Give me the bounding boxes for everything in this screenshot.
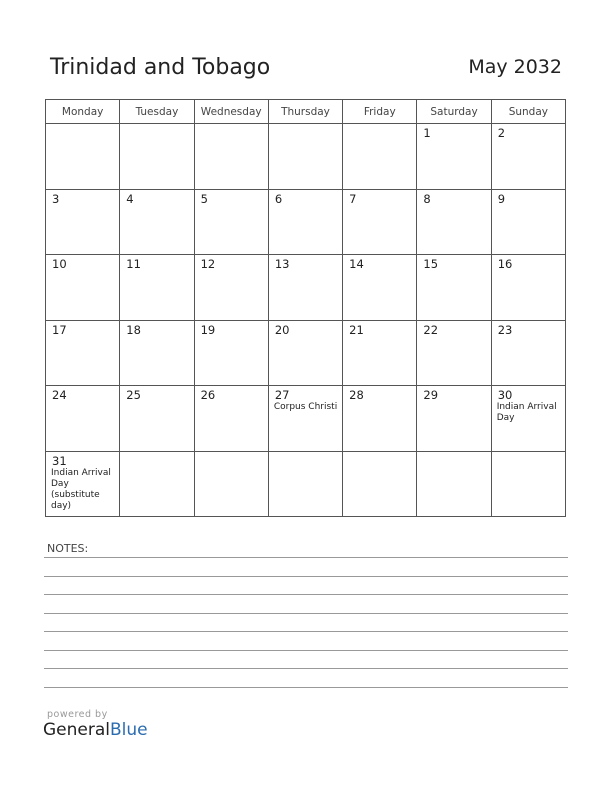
day-cell (417, 255, 491, 321)
day-number: 26 (200, 388, 216, 402)
brand-blue: Blue (110, 720, 148, 740)
day-cell (343, 320, 417, 386)
day-number: 25 (126, 388, 141, 402)
day-number: 23 (497, 322, 513, 337)
day-cell (491, 124, 565, 190)
day-cell (491, 386, 565, 452)
day-cell (194, 451, 268, 517)
day-number: 3 (52, 191, 60, 206)
day-number: 18 (126, 322, 141, 337)
day-cell (120, 189, 194, 255)
day-number: 15 (423, 257, 439, 271)
day-number: 4 (126, 191, 134, 206)
powered-by-label: powered by (47, 709, 108, 720)
weekday-header-row (46, 100, 566, 124)
day-cell (268, 320, 342, 386)
day-number (492, 452, 565, 454)
day-number: 9 (497, 191, 506, 206)
notes-line (44, 650, 568, 651)
day-cell (417, 189, 491, 255)
notes-line (44, 576, 568, 577)
day-number: 31 (52, 453, 67, 468)
day-cell (343, 124, 417, 190)
month-year-label: May 2032 (468, 56, 562, 78)
weekday-wednesday: Wednesday (194, 100, 268, 124)
day-number: 6 (274, 191, 283, 206)
day-cell (46, 451, 120, 517)
day-cell (343, 386, 417, 452)
day-number: 8 (423, 191, 431, 206)
day-cell (194, 320, 268, 386)
day-cell (268, 386, 342, 452)
day-number: 28 (349, 388, 364, 402)
day-cell (120, 255, 194, 321)
day-number: 24 (52, 388, 67, 402)
day-cell (120, 124, 194, 190)
day-cell (343, 451, 417, 517)
day-number: 17 (52, 322, 67, 337)
day-number: 21 (349, 322, 364, 337)
week-row (46, 320, 566, 386)
holiday-label: Indian Arrival Day (496, 402, 557, 423)
day-cell (120, 320, 194, 386)
day-cell (194, 255, 268, 321)
day-number: 10 (52, 257, 67, 271)
holiday-label: Indian Arrival Day (substitute day) (51, 467, 111, 511)
day-number (195, 124, 268, 126)
notes-line (44, 594, 568, 595)
day-cell (268, 124, 342, 190)
notes-line (44, 557, 568, 558)
day-number: 22 (423, 322, 439, 337)
notes-line (44, 631, 568, 632)
day-number: 13 (274, 257, 290, 271)
day-number (120, 452, 193, 454)
day-cell (491, 451, 565, 517)
day-number: 14 (349, 257, 364, 271)
day-cell (46, 189, 120, 255)
day-number (269, 124, 342, 126)
day-cell (46, 320, 120, 386)
day-number: 27 (274, 388, 290, 402)
holiday-label: Corpus Christi (273, 402, 338, 412)
day-number: 12 (200, 257, 216, 271)
day-cell (417, 320, 491, 386)
day-cell (268, 451, 342, 517)
week-row (46, 386, 566, 452)
day-cell (194, 189, 268, 255)
notes-label: NOTES: (47, 542, 89, 555)
calendar-title: Trinidad and Tobago (50, 55, 271, 80)
weekday-tuesday: Tuesday (120, 100, 194, 124)
day-cell (120, 451, 194, 517)
calendar-grid (45, 99, 566, 517)
weekday-saturday: Saturday (417, 100, 491, 124)
calendar-body (46, 124, 566, 517)
week-row (46, 255, 566, 321)
day-cell (491, 320, 565, 386)
week-row (46, 451, 566, 517)
day-cell (417, 451, 491, 517)
day-number: 5 (200, 191, 208, 206)
day-cell (46, 386, 120, 452)
day-number (120, 124, 193, 126)
day-number (343, 124, 416, 126)
weekday-sunday: Sunday (491, 100, 565, 124)
brand-general: General (43, 720, 110, 740)
day-number: 19 (200, 322, 216, 337)
day-cell (268, 189, 342, 255)
day-cell (417, 124, 491, 190)
day-cell (343, 255, 417, 321)
notes-line (44, 687, 568, 688)
day-number: 29 (423, 388, 439, 402)
day-cell (46, 255, 120, 321)
day-number: 11 (126, 257, 141, 271)
day-cell (46, 124, 120, 190)
day-number (343, 452, 416, 454)
day-number: 1 (423, 126, 431, 140)
day-cell (268, 255, 342, 321)
day-number: 7 (349, 191, 357, 206)
notes-line (44, 613, 568, 614)
day-cell (417, 386, 491, 452)
day-number (269, 452, 342, 454)
day-cell (343, 189, 417, 255)
day-number (195, 452, 268, 454)
week-row (46, 124, 566, 190)
weekday-monday: Monday (46, 100, 120, 124)
day-number (417, 452, 490, 454)
day-cell (194, 386, 268, 452)
day-number: 30 (497, 388, 513, 402)
day-number: 20 (274, 322, 290, 337)
day-cell (194, 124, 268, 190)
day-cell (491, 189, 565, 255)
week-row (46, 189, 566, 255)
day-number (46, 124, 119, 126)
notes-line (44, 668, 568, 669)
day-number: 16 (497, 257, 513, 271)
generalblue-logo (43, 720, 148, 740)
day-cell (120, 386, 194, 452)
weekday-thursday: Thursday (268, 100, 342, 124)
day-cell (491, 255, 565, 321)
weekday-friday: Friday (343, 100, 417, 124)
day-number: 2 (497, 126, 506, 140)
